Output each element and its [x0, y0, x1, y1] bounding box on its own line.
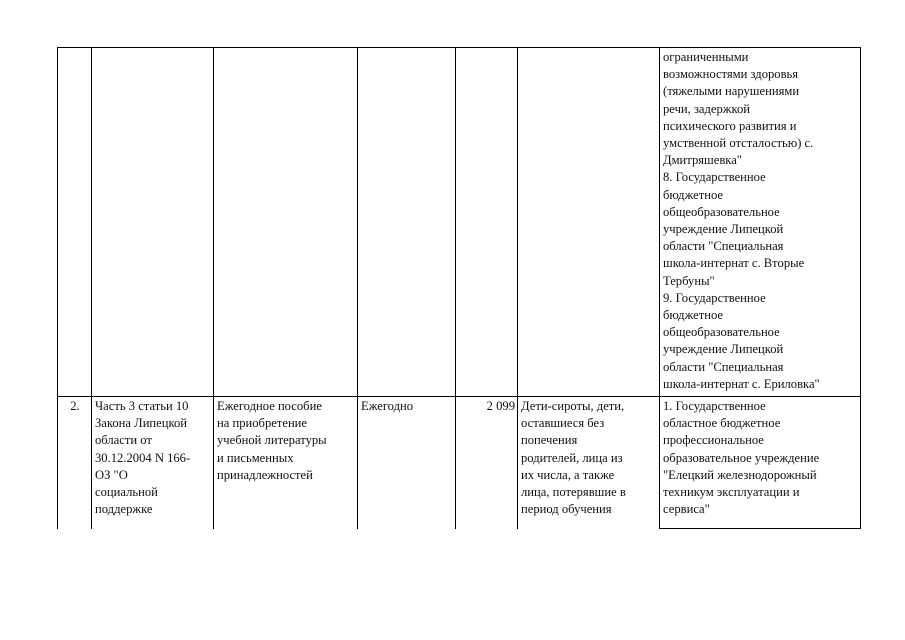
benefit-cell: [214, 397, 358, 529]
text-line: области "Специальная: [663, 239, 784, 254]
cell-empty: [92, 48, 214, 397]
text-line: (тяжелыми нарушениями: [663, 84, 800, 99]
text-line: учреждение Липецкой: [663, 342, 784, 357]
row-number: 2.: [70, 399, 80, 413]
text-line: 1. Государственное: [663, 399, 766, 413]
table-row-continued: [58, 48, 861, 397]
text-line: родителей, лица из: [521, 450, 623, 465]
text-line: период обучения: [521, 502, 612, 517]
text-line: Ежегодное пособие: [217, 399, 322, 413]
text-line: лица, потерявшие в: [521, 485, 626, 500]
cell-empty: [456, 48, 518, 397]
text-line: 8. Государственное: [663, 170, 766, 185]
amount-text: 2 099: [486, 399, 515, 413]
text-line: Дети-сироты, дети,: [521, 399, 625, 413]
text-line: ограниченными: [663, 50, 749, 64]
text-line: социальной: [95, 485, 158, 500]
table-row-2: [58, 397, 861, 529]
cell-empty: [58, 48, 92, 397]
text-line: профессиональное: [663, 433, 764, 448]
text-line: 30.12.2004 N 166-: [95, 450, 191, 465]
text-line: учреждение Липецкой: [663, 222, 784, 237]
text-line: на приобретение: [217, 416, 308, 431]
text-line: возможностями здоровья: [663, 67, 799, 82]
text-line: психического развития и: [663, 118, 797, 133]
text-line: умственной отсталостью) с.: [663, 136, 814, 151]
text-line: школа-интернат с. Вторые: [663, 256, 805, 271]
text-line: техникум эксплуатации и: [663, 485, 800, 500]
text-line: ОЗ "О: [95, 467, 128, 482]
cell-empty: [518, 48, 660, 397]
row-number-cell: [58, 397, 92, 529]
text-line: Тербуны": [663, 273, 715, 288]
text-line: образовательное учреждение: [663, 450, 820, 465]
recipients-cell: [518, 397, 660, 529]
benefits-table: [57, 47, 861, 529]
text-line: поддержке: [95, 502, 153, 517]
text-line: их числа, а также: [521, 467, 615, 482]
text-line: общеобразовательное: [663, 325, 780, 340]
text-line: попечения: [521, 433, 578, 448]
amount-cell: [456, 397, 518, 529]
text-line: и письменных: [217, 450, 294, 465]
text-line: речи, задержкой: [663, 101, 751, 116]
institutions-cell: [660, 397, 861, 529]
text-line: бюджетное: [663, 187, 723, 202]
text-line: "Елецкий железнодорожный: [663, 467, 817, 482]
text-line: сервиса": [663, 502, 710, 517]
text-line: школа-интернат с. Ериловка": [663, 376, 820, 391]
law-cell: [92, 397, 214, 529]
text-line: Закона Липецкой: [95, 416, 188, 431]
text-line: учебной литературы: [217, 433, 327, 448]
text-line: общеобразовательное: [663, 204, 780, 219]
text-line: принадлежностей: [217, 467, 313, 482]
text-line: оставшиеся без: [521, 416, 605, 431]
frequency-cell: [358, 397, 456, 529]
institutions-cell: [660, 48, 861, 397]
text-line: Дмитряшевка": [663, 153, 742, 168]
text-line: 9. Государственное: [663, 290, 766, 305]
cell-empty: [214, 48, 358, 397]
frequency-text: Ежегодно: [361, 399, 414, 413]
text-line: областное бюджетное: [663, 416, 781, 431]
text-line: области "Специальная: [663, 359, 784, 374]
text-line: Часть 3 статьи 10: [95, 399, 189, 413]
text-line: бюджетное: [663, 308, 723, 323]
text-line: области от: [95, 433, 152, 448]
cell-empty: [358, 48, 456, 397]
